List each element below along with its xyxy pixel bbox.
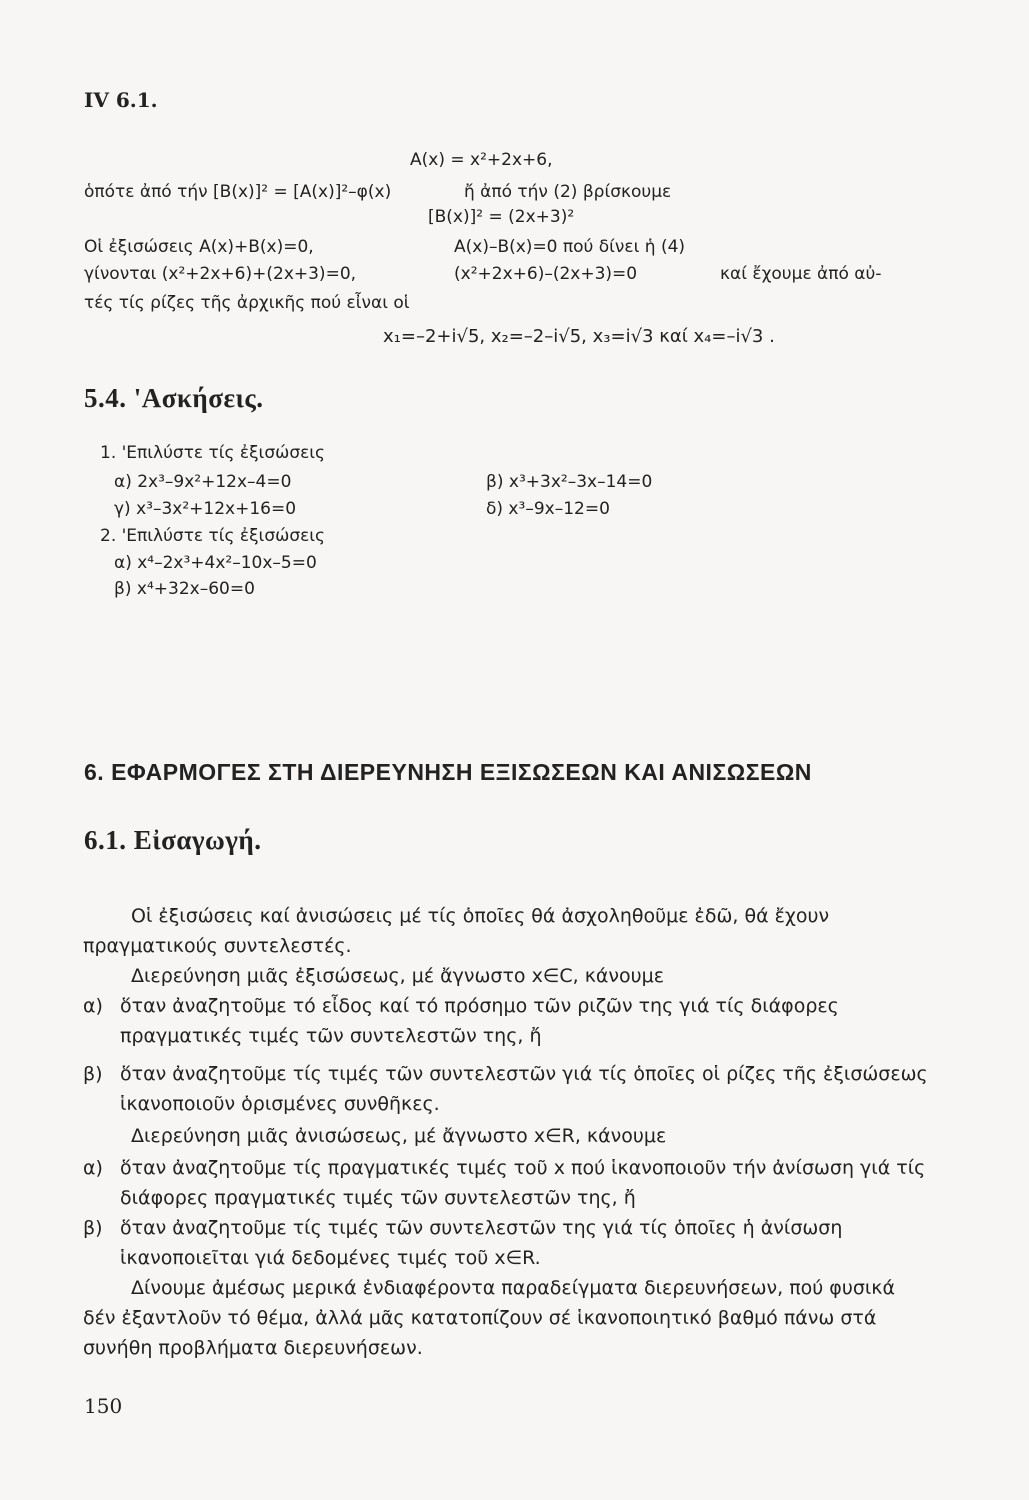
chapter-title: 6. ΕΦΑΡΜΟΓΕΣ ΣΤΗ ΔΙΕΡΕΥΝΗΣΗ ΕΞΙΣΩΣΕΩΝ ΚΑΙ ΑΝΙΣΩΣΕΩΝ xyxy=(84,759,812,785)
exercise-item: β) x⁴+32x–60=0 xyxy=(114,579,255,599)
text-line: ἤ ἀπό τήν (2) βρίσκουμε xyxy=(464,182,672,202)
text-line: (x²+2x+6)–(2x+3)=0 xyxy=(454,264,638,284)
equation-line: A(x) = x²+2x+6, xyxy=(410,150,553,170)
exercise-item: α) x⁴–2x³+4x²–10x–5=0 xyxy=(114,553,317,573)
text-line: ὁπότε ἀπό τήν [B(x)]² = [A(x)]²–φ(x) xyxy=(84,182,392,202)
text-line: Οἱ ἐξισώσεις A(x)+B(x)=0, xyxy=(84,237,314,257)
exercise-item: β) x³+3x²–3x–14=0 xyxy=(486,472,653,492)
paragraph: Δίνουμε ἀμέσως μερικά ἐνδιαφέροντα παραδείγματα διερευνήσεων, πού φυσικά δέν ἐξαντλοῦν τό θέμα, ἀλλά μᾶς κατατοπίζουν σέ ἱκανοποιητικό βαθμό πάνω στά συνήθη προβλήματα διερευνήσεων. xyxy=(83,1277,896,1359)
list-item: ὅταν ἀναζητοῦμε τίς τιμές τῶν συντελεστῶν της γιά τίς ὁποῖες ἡ ἀνίσωση ἱκανοποιεῖται γιά δεδομένες τιμές τοῦ x∈R. xyxy=(120,1217,843,1269)
list-label: α) xyxy=(83,995,103,1017)
section-heading: 6.1. Εἰσαγωγή. xyxy=(84,825,262,855)
list-label: α) xyxy=(83,1157,103,1179)
page-number: 150 xyxy=(84,1394,123,1418)
roots-line: x₁=–2+i√5, x₂=–2–i√5, x₃=i√3 καί x₄=–i√3 . xyxy=(383,326,775,347)
exercise-item: δ) x³–9x–12=0 xyxy=(486,499,610,519)
paragraph: Διερεύνηση μιᾶς ἀνισώσεως, μέ ἄγνωστο x∈R, κάνουμε xyxy=(131,1125,667,1147)
exercise-item: α) 2x³–9x²+12x–4=0 xyxy=(114,472,292,492)
text-line: καί ἔχουμε ἀπό αὐ- xyxy=(720,264,882,284)
list-label: β) xyxy=(83,1217,103,1239)
running-head: ΙV 6.1. xyxy=(84,88,158,112)
exercise-item: γ) x³–3x²+12x+16=0 xyxy=(114,499,297,519)
list-label: β) xyxy=(83,1063,103,1085)
paragraph: Οἱ ἐξισώσεις καί ἀνισώσεις μέ τίς ὁποῖες θά ἀσχοληθοῦμε ἐδῶ, θά ἔχουν πραγματικούς συντελεστές. xyxy=(83,905,830,957)
list-item: ὅταν ἀναζητοῦμε τίς πραγματικές τιμές τοῦ x πού ἱκανοποιοῦν τήν ἀνίσωση γιά τίς διάφορες πραγματικές τιμές τῶν συντελεστῶν της, ἤ xyxy=(120,1157,926,1209)
text-line: A(x)–B(x)=0 πού δίνει ἡ (4) xyxy=(454,237,686,257)
text-line: τές τίς ρίζες τῆς ἀρχικῆς πού εἶναι οἱ xyxy=(84,293,410,313)
exercise-title: 1. 'Επιλύστε τίς ἐξισώσεις xyxy=(100,443,326,463)
exercises-heading: 5.4. 'Ασκήσεις. xyxy=(84,383,264,413)
equation-line: [B(x)]² = (2x+3)² xyxy=(428,207,575,227)
list-item: ὅταν ἀναζητοῦμε τίς τιμές τῶν συντελεστῶν γιά τίς ὁποῖες οἱ ρίζες τῆς ἐξισώσεως ἱκανοποιοῦν ὁρισμένες συνθῆκες. xyxy=(120,1063,928,1115)
text-line: γίνονται (x²+2x+6)+(2x+3)=0, xyxy=(84,264,357,284)
list-item: ὅταν ἀναζητοῦμε τό εἶδος καί τό πρόσημο τῶν ριζῶν της γιά τίς διάφορες πραγματικές τιμές τῶν συντελεστῶν της, ἤ xyxy=(120,995,839,1047)
paragraph: Διερεύνηση μιᾶς ἐξισώσεως, μέ ἄγνωστο x∈C, κάνουμε xyxy=(131,965,665,987)
exercise-title: 2. 'Επιλύστε τίς ἐξισώσεις xyxy=(100,526,326,546)
